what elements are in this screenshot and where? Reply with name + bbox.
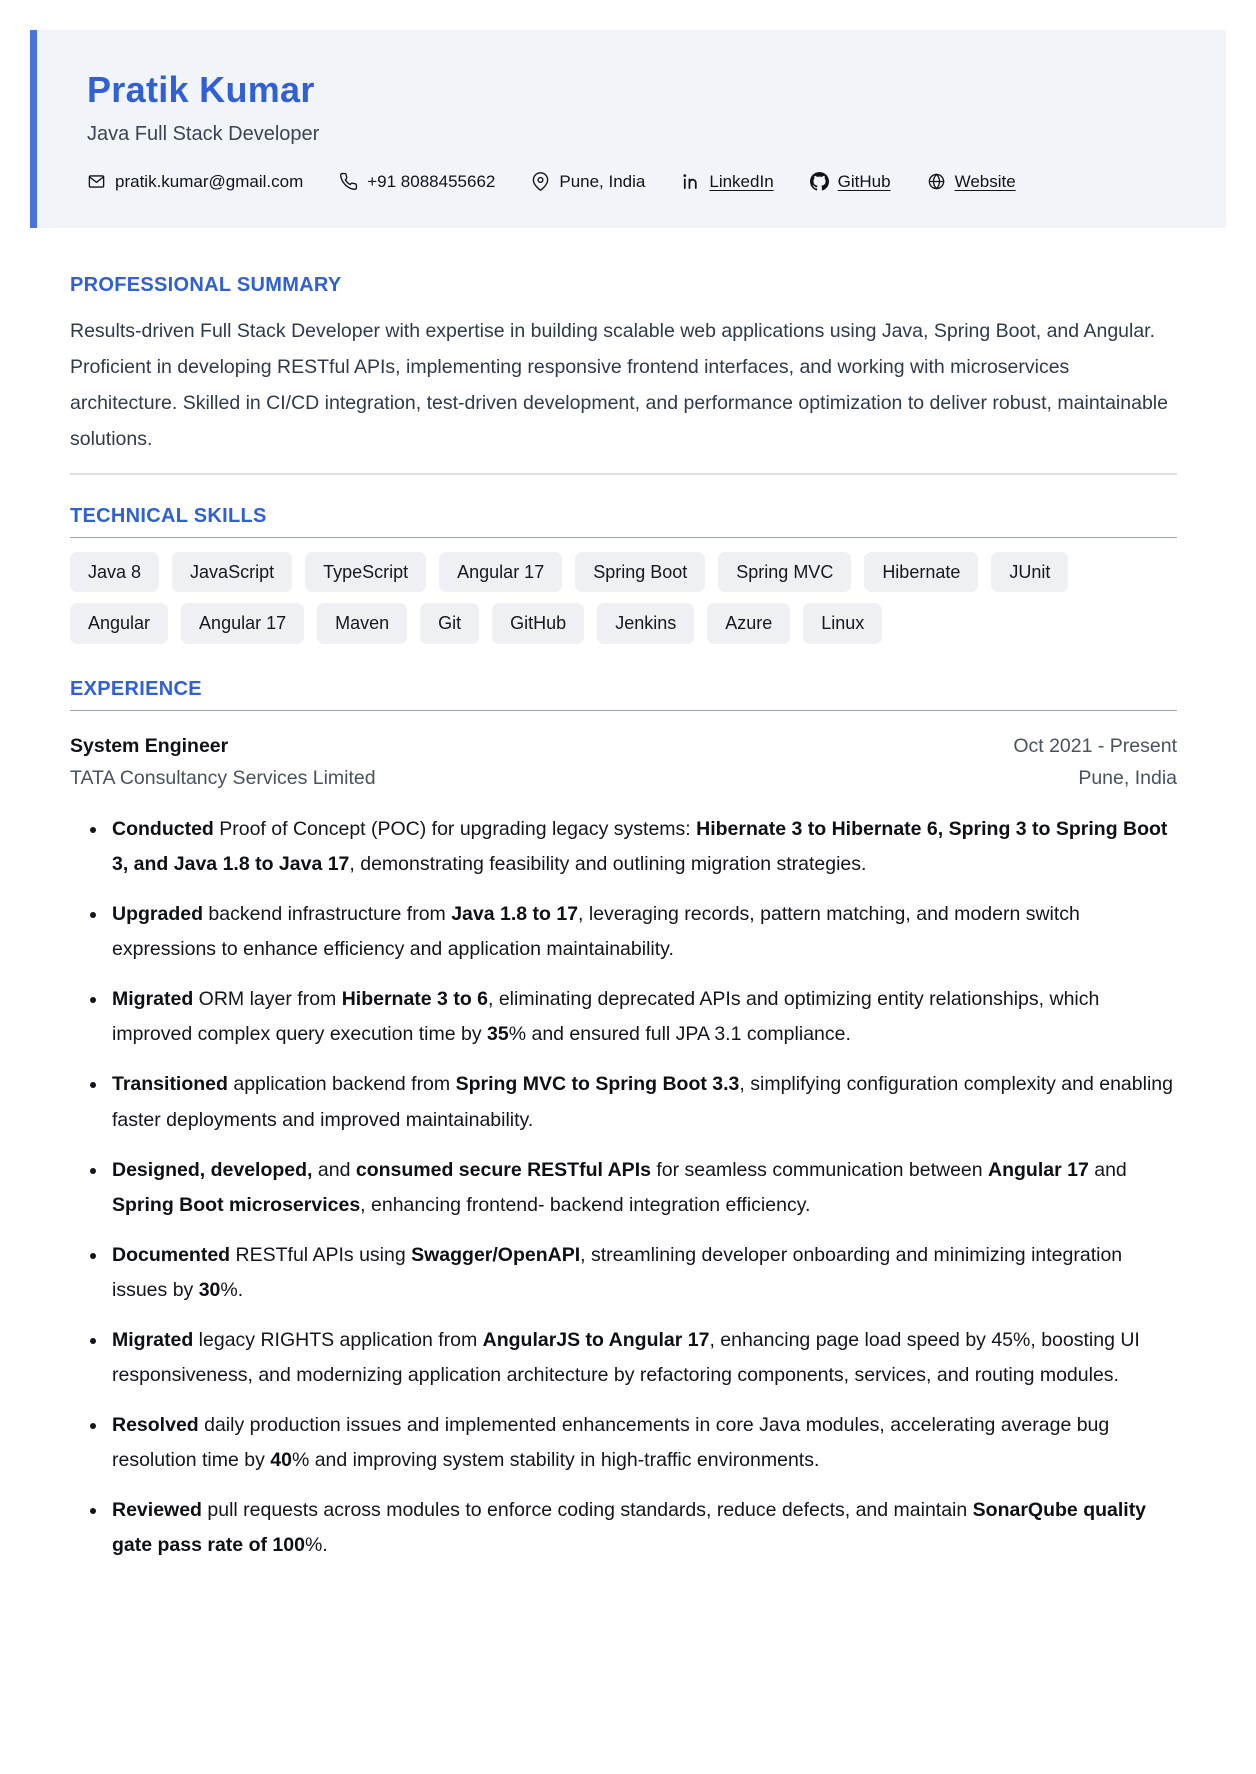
phone-icon [339, 172, 358, 191]
job-bullet: • Migrated legacy RIGHTS application from AngularJS to Angular 17, enhancing page load speed by 45%, boosting UI responsiveness, and modernizing application architecture by refactoring components, services, and routing modules. [108, 1323, 1177, 1393]
section-experience [70, 678, 1177, 1564]
contact-linkedin[interactable] [681, 172, 773, 192]
skill-chip-hibernate: Hibernate [864, 552, 978, 593]
email-icon [87, 172, 106, 191]
skill-chip-github: GitHub [492, 603, 584, 644]
job-bullet: • Resolved daily production issues and implemented enhancements in core Java modules, accelerating average bug resolution time by 40% and improving system stability in high-traffic environments. [108, 1408, 1177, 1478]
globe-icon [927, 172, 946, 191]
job-header-left [70, 735, 376, 790]
job-bullet: • Transitioned application backend from Spring MVC to Spring Boot 3.3, simplifying configuration complexity and enabling faster deployments and improved maintainability. [108, 1067, 1177, 1137]
job-bullet: • Designed, developed, and consumed secure RESTful APIs for seamless communication between Angular 17 and Spring Boot microservices, enhancing frontend- backend integration efficiency. [108, 1153, 1177, 1223]
job-header-right [1013, 735, 1177, 790]
contact-91-8088455662 [339, 172, 495, 192]
job-dates: Oct 2021 - Present [1013, 734, 1177, 757]
contact-label: GitHub [837, 171, 891, 191]
job-bullet: • Migrated ORM layer from Hibernate 3 to 6, eliminating deprecated APIs and optimizing entity relationships, which improved complex query execution time by 35% and ensured full JPA 3.1 compliance. [108, 982, 1177, 1052]
contact-github[interactable] [810, 172, 891, 192]
skills-heading: TECHNICAL SKILLS [70, 505, 1177, 538]
skill-chip-angular: Angular [70, 603, 168, 644]
contact-label: LinkedIn [709, 171, 774, 191]
skill-chip-azure: Azure [707, 603, 790, 644]
github-icon [810, 172, 829, 191]
skill-chip-spring-mvc: Spring MVC [718, 552, 851, 593]
job-bullet-list [70, 812, 1177, 1564]
contact-pune-india [531, 172, 645, 192]
candidate-name: Pratik Kumar [87, 69, 315, 110]
experience-heading: EXPERIENCE [70, 678, 1177, 711]
skill-chip-javascript: JavaScript [172, 552, 292, 593]
skill-chip-angular-17: Angular 17 [181, 603, 304, 644]
job-company: TATA Consultancy Services Limited [70, 766, 376, 789]
job-list [70, 735, 1177, 1564]
contact-pratik-kumar-gmail-com [87, 172, 303, 192]
resume-body [0, 274, 1256, 1639]
skill-chip-linux: Linux [803, 603, 882, 644]
skills-chip-list [70, 552, 1177, 644]
linkedin-icon [681, 172, 700, 191]
job-header [70, 735, 1177, 790]
section-technical-skills [70, 505, 1177, 644]
summary-text: Results-driven Full Stack Developer with expertise in building scalable web applications using Java, Spring Boot, and Angular. Proficient in developing RESTful APIs, implementing responsive frontend interfaces, and working with microservices architecture. Skilled in CI/CD integration, test-driven development, and performance optimization to deliver robust, maintainable solutions. [70, 319, 1168, 450]
candidate-job-title: Java Full Stack Developer [87, 122, 320, 145]
skill-chip-junit: JUnit [991, 552, 1068, 593]
contact-website[interactable] [927, 172, 1016, 192]
summary-heading: PROFESSIONAL SUMMARY [70, 273, 342, 296]
skill-chip-java-8: Java 8 [70, 552, 159, 593]
contact-label: Pune, India [559, 171, 646, 191]
location-icon [531, 172, 550, 191]
contact-label: Website [954, 171, 1016, 191]
job-title: System Engineer [70, 734, 229, 757]
resume-header [30, 30, 1226, 228]
skill-chip-typescript: TypeScript [305, 552, 426, 593]
skill-chip-jenkins: Jenkins [597, 603, 694, 644]
job-bullet: • Documented RESTful APIs using Swagger/OpenAPI, streamlining developer onboarding and minimizing integration issues by 30%. [108, 1238, 1177, 1308]
contact-label: pratik.kumar@gmail.com [115, 171, 304, 191]
skill-chip-maven: Maven [317, 603, 407, 644]
skill-chip-angular-17: Angular 17 [439, 552, 562, 593]
contact-label: +91 8088455662 [367, 171, 496, 191]
skill-chip-spring-boot: Spring Boot [575, 552, 705, 593]
section-professional-summary [70, 274, 1177, 475]
job-bullet: • Upgraded backend infrastructure from Java 1.8 to 17, leveraging records, pattern matching, and modern switch expressions to enhance efficiency and application maintainability. [108, 897, 1177, 967]
job-location: Pune, India [1078, 766, 1177, 789]
skill-chip-git: Git [420, 603, 479, 644]
contact-row [87, 172, 1176, 192]
job-bullet: • Conducted Proof of Concept (POC) for upgrading legacy systems: Hibernate 3 to Hibernate 6, Spring 3 to Spring Boot 3, and Java 1.8 to Java 17, demonstrating feasibility and outlining migration strategies. [108, 812, 1177, 882]
job-entry [70, 735, 1177, 1564]
job-bullet: • Reviewed pull requests across modules to enforce coding standards, reduce defects, and maintain SonarQube quality gate pass rate of 100%. [108, 1493, 1177, 1563]
section-divider [70, 473, 1177, 475]
